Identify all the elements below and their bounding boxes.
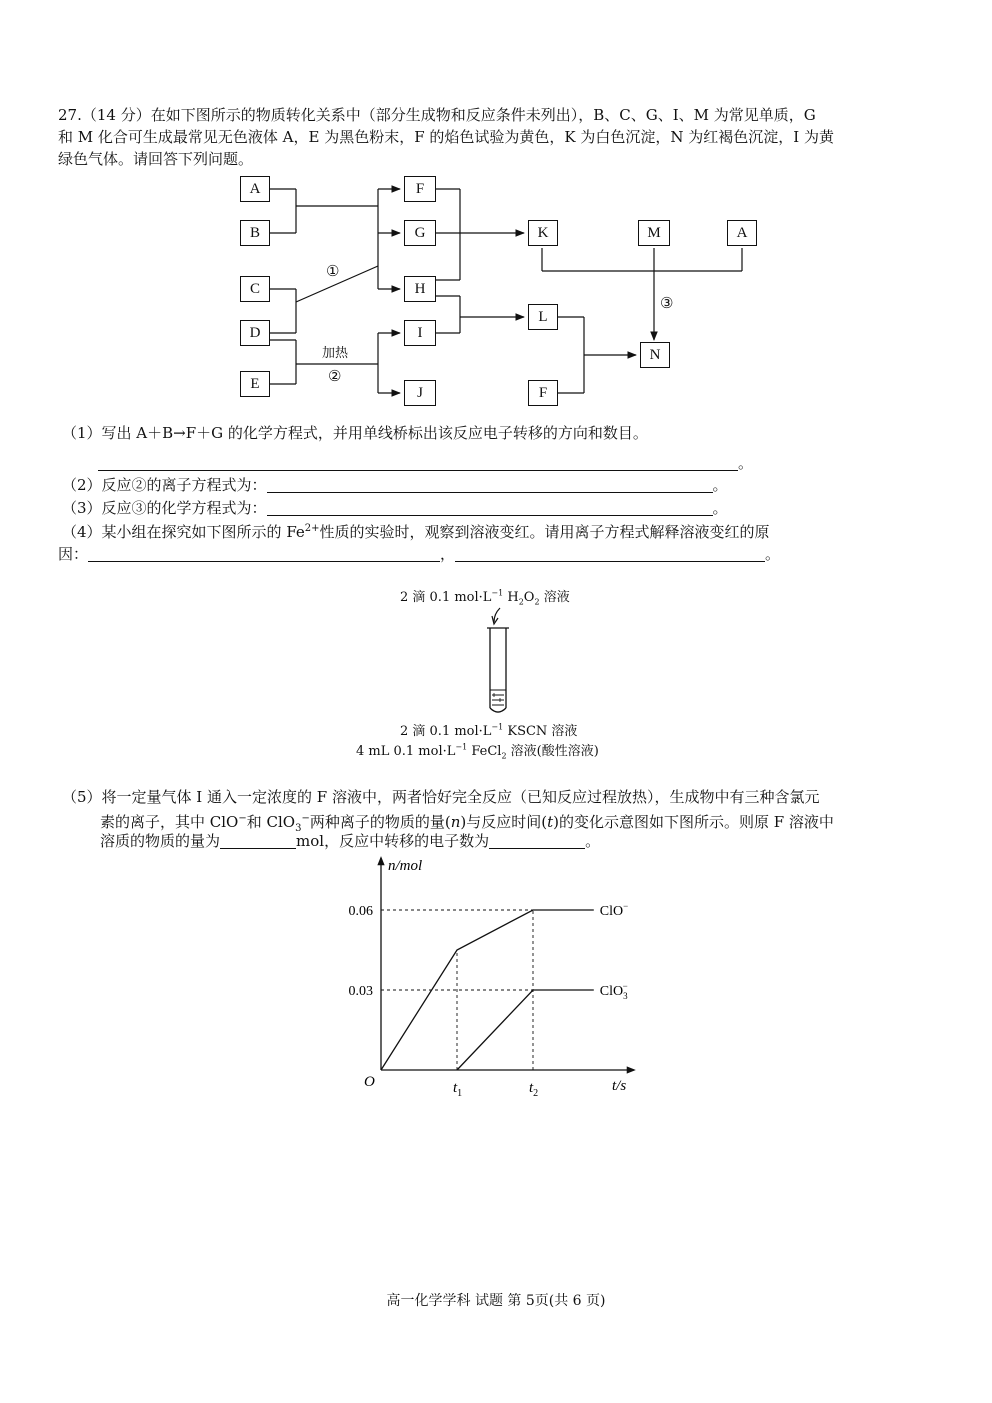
tube-top-label-a: 2 滴 0.1 mol·L [400,590,492,605]
q5-line2-sup1: − [238,813,247,824]
q5-line3-a: 溶质的物质的量为 [100,832,221,850]
flow-diagram [0,0,992,420]
x-tick-label: $t_1$ [453,1080,463,1099]
sub-question-1: （1）写出 A＋B→F＋G 的化学方程式，并用单线桥标出该反应电子转移的方向和数目。 [62,424,648,442]
sub-question-3 [62,497,728,519]
question-header-line1: 27.（14 分）在如下图所示的物质转化关系中（部分生成物和反应条件未列出），B、C、G、I、M 为常见单质，G [58,106,816,124]
tube-bottom-label-2-sub: 2 [501,751,507,761]
tube-top-label-b: H [503,590,519,605]
x-axis-label: t/s [612,1078,627,1094]
q5-line2-t: t [547,813,554,831]
series-line-2 [457,990,594,1070]
period-2: 。 [712,476,728,494]
box-F: F [404,176,436,202]
sub-question-4-line1 [62,518,770,543]
q5-line3 [100,830,600,852]
q5-line2-a: 素的离子，其中 ClO [100,813,239,831]
y-tick-label: 0.06 [348,904,373,919]
tube-bottom-label-2-sup: −1 [455,742,468,752]
tube-top-label-c: O [523,590,535,605]
origin-label: O [364,1074,375,1090]
answer-line-1 [62,452,753,474]
q5-line2-e: )的变化示意图如下图所示。则原 F 溶液中 [553,813,834,831]
reaction-1-label: ① [326,262,340,280]
sub-question-4-reason: 因： [58,545,89,563]
y-axis-label: n/mol [388,858,423,874]
box-I: I [404,320,436,346]
q5-line2-d: )与反应时间( [460,813,548,831]
sub-question-4-text-b: 性质的实验时，观察到溶液变红。请用离子方程式解释溶液变红的原 [319,523,770,541]
tube-top-label-sub1: 2 [518,597,524,607]
box-A-right: A [727,220,757,246]
box-F-bottom: F [528,380,558,406]
tube-bottom-label-1-sup: −1 [491,722,504,732]
answer-blank-2[interactable] [267,476,713,493]
period-3: 。 [712,499,728,517]
q5-line2-b: 和 ClO [246,813,296,831]
tube-bottom-label-2 [356,740,599,761]
comma-separator: ， [440,545,456,563]
q5-line2-n: n [450,813,461,831]
sub-question-3-text: （3）反应③的化学方程式为： [62,499,267,517]
question-header-line2: 和 M 化合可生成最常见无色液体 A，E 为黑色粉末，F 的焰色试验为黄色，K 为白色沉淀，N 为红褐色沉淀，I 为黄 [58,128,834,146]
q5-line1: （5）将一定量气体 I 通入一定浓度的 F 溶液中，两者恰好完全反应（已知反应过程放热），生成物中有三种含氯元 [62,788,820,806]
q5-line2-c: 两种离子的物质的量( [309,813,451,831]
box-E: E [240,371,270,397]
sub-question-2 [62,474,728,496]
answer-blank-1[interactable] [98,454,738,471]
page-footer: 高一化学学科 试题 第 5页(共 6 页) [386,1293,606,1309]
clo-amount-chart [320,852,660,1108]
answer-blank-5a[interactable] [220,832,296,849]
box-D: D [240,320,270,346]
tube-bottom-label-2b: FeCl [467,744,502,759]
sub-question-4-text-a: （4）某小组在探究如下图所示的 Fe [62,523,305,541]
tube-bottom-label-2a: 4 mL 0.1 mol·L [356,744,456,759]
y-tick-label: 0.03 [348,984,373,999]
x-tick-label: $t_2$ [529,1080,539,1099]
box-H: H [404,276,436,302]
box-J: J [404,380,436,406]
tube-top-label-d: 溶液 [539,590,570,605]
tube-bottom-label-2c: 溶液(酸性溶液) [506,744,599,759]
box-K: K [528,220,558,246]
period-4: 。 [765,545,781,563]
answer-blank-3[interactable] [267,499,713,516]
box-B: B [240,220,270,246]
box-M: M [638,220,670,246]
q5-line2-sup2: − [301,813,310,824]
sub-question-2-text: （2）反应②的离子方程式为： [62,476,267,494]
q5-line3-c: 。 [585,832,601,850]
test-tube-drawing [470,604,530,720]
box-L: L [528,304,558,330]
series-label-1: ClO− [599,901,629,919]
tube-bottom-label-1b: KSCN 溶液 [503,724,578,739]
answer-blank-4a[interactable] [88,545,440,562]
tube-bottom-label-1a: 2 滴 0.1 mol·L [400,724,492,739]
tube-top-label-sub2: 2 [534,597,540,607]
tube-top-label-sup: −1 [491,588,504,598]
q5-line3-b: mol，反应中转移的电子数为 [296,832,490,850]
sub-question-4-line2 [58,543,780,565]
heat-label: 加热 [322,346,349,361]
question-header-line3: 绿色气体。请回答下列问题。 [58,150,254,168]
fe-charge: 2+ [304,523,320,534]
answer-blank-4b[interactable] [455,545,765,562]
reaction-3-label: ③ [660,294,674,312]
answer-blank-5b[interactable] [489,832,585,849]
box-G: G [404,220,436,246]
q5-line2-sub: 3 [295,823,302,834]
box-C: C [240,276,270,302]
tube-bottom-label-1 [400,720,577,739]
reaction-2-label: ② [328,367,342,385]
flow-diagram-connectors [0,0,992,420]
box-N: N [640,342,670,368]
box-A: A [240,176,270,202]
period-1: 。 [738,454,754,472]
series-label-2: ClO$_3$− [599,981,628,1001]
